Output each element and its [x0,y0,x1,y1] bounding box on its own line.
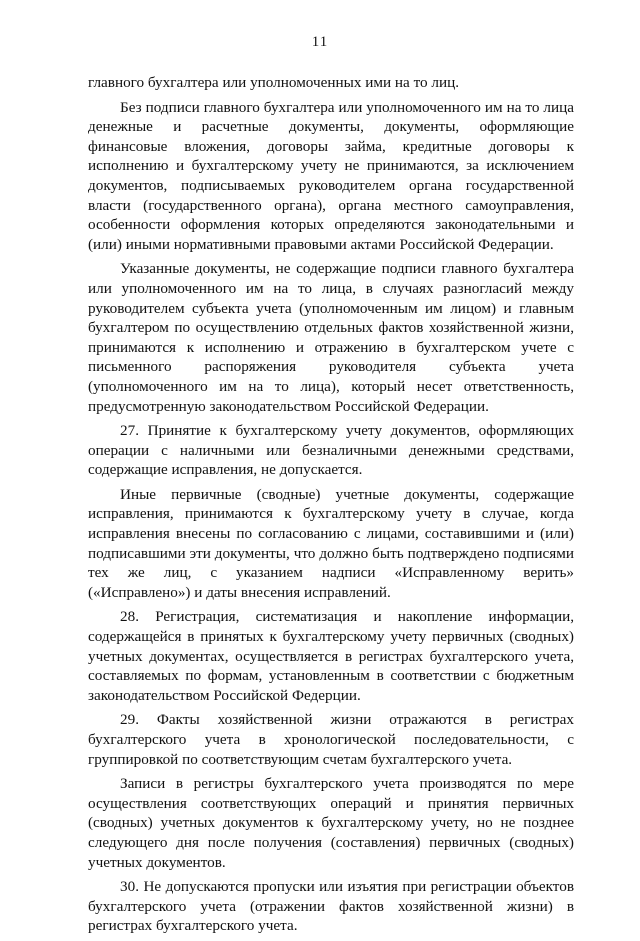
document-body [88,73,574,941]
paragraph-28: 28. Регистрация, систематизация и накопление информации, содержащейся в принятых к бухгалтерскому учету первичных (сводных) учетных документах, осуществляется в регистрах бухгалтерского учета, составляемых по формам, установленным в соответствии с бюджетным законодательством Российской Федерции. [88,608,574,704]
paragraph-27: 27. Принятие к бухгалтерскому учету документов, оформляющих операции с наличными или безналичными денежными средствами, содержащие исправления, не допускается. [88,422,574,479]
paragraph-27-continued: Иные первичные (сводные) учетные документы, содержащие исправления, принимаются к бухгалтерскому учету в случае, когда исправления внесены по согласованию с лицами, составившими и (или) подписавшими эти документы, что должно быть подтверждено подписями тех же лиц, с указанием надписи «Исправленному верить» («Исправлено») и даты внесения исправлений. [88,485,574,601]
paragraph-29-continued: Записи в регистры бухгалтерского учета производятся по мере осуществления соответствующих операций и принятия первичных (сводных) учетных документов к бухгалтерскому учету, но не позднее следующего дня после получения (составления) первичных (сводных) учетных документов. [88,775,574,871]
paragraph-3: Указанные документы, не содержащие подписи главного бухгалтера или уполномоченного им на то лица, в случаях разногласий между руководителем субъекта учета (уполномоченным им лицом) и главным бухгалтером по осуществлению отдельных фактов хозяйственной жизни, принимаются к исполнению и отражению в бухгалтерском учете с письменного распоряжения руководителя субъекта учета (уполномоченного им на то лица), который несет ответственность, предусмотренную законодательством Российской Федерации. [88,260,574,415]
paragraph-30: 30. Не допускаются пропуски или изъятия при регистрации объектов бухгалтерского учета (отражении фактов хозяйственной жизни) в регистрах бухгалтерского учета. [88,878,574,935]
paragraph-2: Без подписи главного бухгалтера или уполномоченного им на то лица денежные и расчетные документы, документы, оформляющие финансовые вложения, договоры займа, кредитные договоры к исполнению и бухгалтерскому учету не принимаются, за исключением документов, подписываемых руководителем органа государственной власти (государственного органа), органа местного самоуправления, особенности оформления которых определяются законодательными и (или) иными нормативными правовыми актами Российской Федерации. [88,98,574,253]
paragraph-1: главного бухгалтера или уполномоченных ими на то лиц. [88,74,460,91]
paragraph-29: 29. Факты хозяйственной жизни отражаются в регистрах бухгалтерского учета в хронологической последовательности, с группировкой по соответствующим счетам бухгалтерского учета. [88,711,574,768]
page-number: 11 [311,34,329,50]
